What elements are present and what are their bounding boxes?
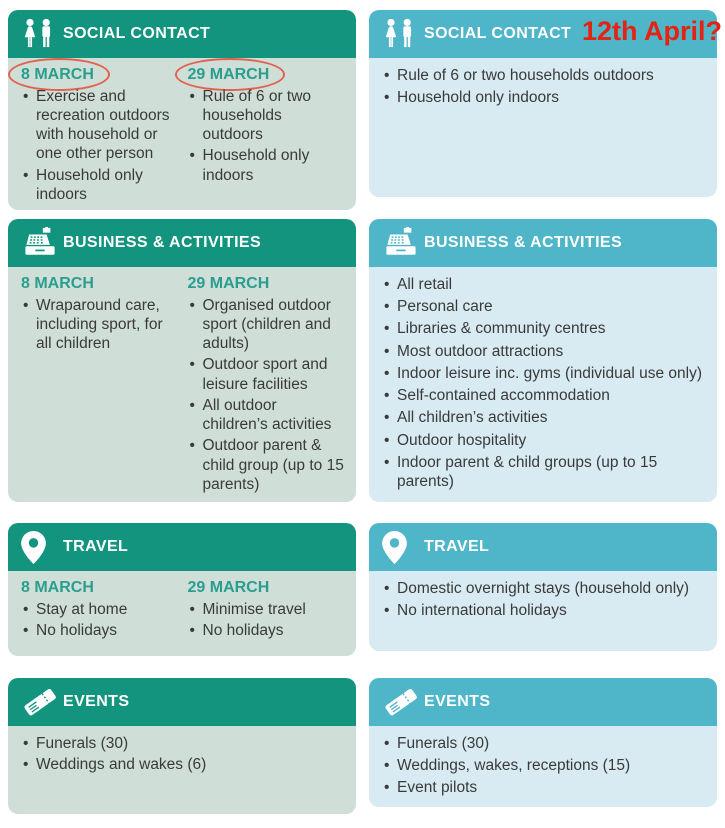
panel-body [369, 571, 717, 651]
red-ellipse-annotation [21, 65, 94, 87]
date-column-8-march [21, 578, 178, 642]
list-item: • Personal care [382, 297, 705, 316]
panel-title: BUSINESS & ACTIVITIES [63, 234, 262, 251]
panel-events [369, 678, 717, 807]
date-column-29-march [188, 578, 345, 642]
list-item: • Household only indoors [188, 146, 345, 184]
29-march-list [188, 87, 345, 185]
panel-body [369, 267, 717, 502]
list-item: • Most outdoor attractions [382, 342, 705, 361]
cash-register-icon [21, 227, 63, 259]
list-item: • Outdoor hospitality [382, 431, 705, 450]
29-march-list [188, 600, 345, 640]
column-april-rules [369, 10, 722, 828]
panel-title: BUSINESS & ACTIVITIES [424, 234, 623, 251]
panel-travel [369, 523, 717, 651]
date-columns [8, 267, 356, 500]
ticket-icon [382, 685, 424, 719]
panel-body [369, 58, 717, 197]
list-item: • No holidays [188, 621, 345, 640]
29-march-list [188, 296, 345, 494]
panel-title: TRAVEL [63, 538, 129, 555]
list-item: • Outdoor sport and leisure facilities [188, 355, 345, 393]
panel-body [369, 726, 717, 807]
location-pin-icon [21, 531, 63, 564]
panel-header [369, 219, 717, 267]
panel-header [8, 678, 356, 726]
date-column-8-march [21, 274, 178, 496]
date-heading-8-march: 8 MARCH [21, 275, 94, 292]
panel-travel [8, 523, 356, 656]
travel-list [369, 571, 717, 627]
list-item: • Funerals (30) [382, 734, 705, 753]
social-contact-list [369, 58, 717, 114]
list-item: • Stay at home [21, 600, 178, 619]
panel-title: SOCIAL CONTACT [63, 25, 211, 42]
8-march-list [21, 296, 178, 354]
date-column-29-march [188, 274, 345, 496]
panel-social-contact [8, 10, 356, 201]
date-wrap [188, 578, 270, 600]
list-item: • Event pilots [382, 778, 705, 797]
list-item: • Indoor leisure inc. gyms (individual use only) [382, 364, 705, 383]
list-item: • Minimise travel [188, 600, 345, 619]
date-wrap [21, 274, 94, 296]
panel-header [8, 523, 356, 571]
panel-business-activities [369, 219, 717, 502]
list-item: • Household only indoors [21, 166, 178, 204]
column-march-rules [8, 10, 356, 828]
date-heading-8-march: 8 MARCH [21, 579, 94, 596]
list-item: • No international holidays [382, 601, 705, 620]
red-ellipse-annotation [188, 65, 270, 87]
events-list [8, 726, 356, 780]
panel-title: SOCIAL CONTACT [424, 25, 572, 42]
panel-title: EVENTS [424, 693, 491, 710]
date-column-8-march [21, 65, 178, 206]
date-columns [8, 58, 356, 210]
cash-register-icon [382, 227, 424, 259]
panel-header [8, 219, 356, 267]
list-item: • Indoor parent & child groups (up to 15 parents) [382, 453, 705, 491]
panel-title: EVENTS [63, 693, 130, 710]
date-column-29-march [188, 65, 345, 206]
date-heading-29-march: 29 MARCH [187, 66, 270, 83]
panel-social-contact [369, 10, 722, 197]
annotation-12th-april: 12th April? [581, 16, 722, 46]
panel-business-activities [8, 219, 356, 502]
list-item: • Household only indoors [382, 88, 705, 107]
list-item: • Domestic overnight stays (household only) [382, 579, 705, 598]
list-item: • Libraries & community centres [382, 319, 705, 338]
events-list [369, 726, 717, 805]
panel-events [8, 678, 356, 814]
panel-header [369, 10, 722, 58]
panel-header [369, 523, 717, 571]
list-item: • Self-contained accommodation [382, 386, 705, 405]
8-march-list [21, 600, 178, 640]
list-item: • All children’s activities [382, 408, 705, 427]
panel-body [8, 267, 356, 502]
list-item: • Organised outdoor sport (children and adults) [188, 296, 345, 354]
business-activities-list [369, 267, 717, 498]
panel-title: TRAVEL [424, 538, 490, 555]
people-icon [21, 18, 63, 51]
panel-header [369, 678, 717, 726]
list-item: • Outdoor parent & child group (up to 15 parents) [188, 436, 345, 494]
list-item: • Rule of 6 or two households outdoors [188, 87, 345, 145]
list-item: • No holidays [21, 621, 178, 640]
list-item: • Weddings and wakes (6) [21, 755, 344, 774]
8-march-list [21, 87, 178, 204]
date-wrap [21, 578, 94, 600]
panel-body [8, 58, 356, 210]
list-item: • Exercise and recreation outdoors with household or one other person [21, 87, 178, 164]
list-item: • Wraparound care, including sport, for all children [21, 296, 178, 354]
panel-body [8, 726, 356, 814]
date-heading-29-march: 29 MARCH [187, 579, 270, 596]
list-item: • Funerals (30) [21, 734, 344, 753]
list-item: • All retail [382, 275, 705, 294]
panel-body [8, 571, 356, 656]
date-columns [8, 571, 356, 646]
list-item: • Weddings, wakes, receptions (15) [382, 756, 705, 775]
date-wrap [188, 274, 270, 296]
date-heading-8-march: 8 MARCH [21, 66, 94, 83]
list-item: • All outdoor children’s activities [188, 396, 345, 434]
list-item: • Rule of 6 or two households outdoors [382, 66, 705, 85]
panel-header [8, 10, 356, 58]
location-pin-icon [382, 531, 424, 564]
ticket-icon [21, 685, 63, 719]
date-heading-29-march: 29 MARCH [187, 275, 270, 292]
people-icon [382, 18, 424, 51]
